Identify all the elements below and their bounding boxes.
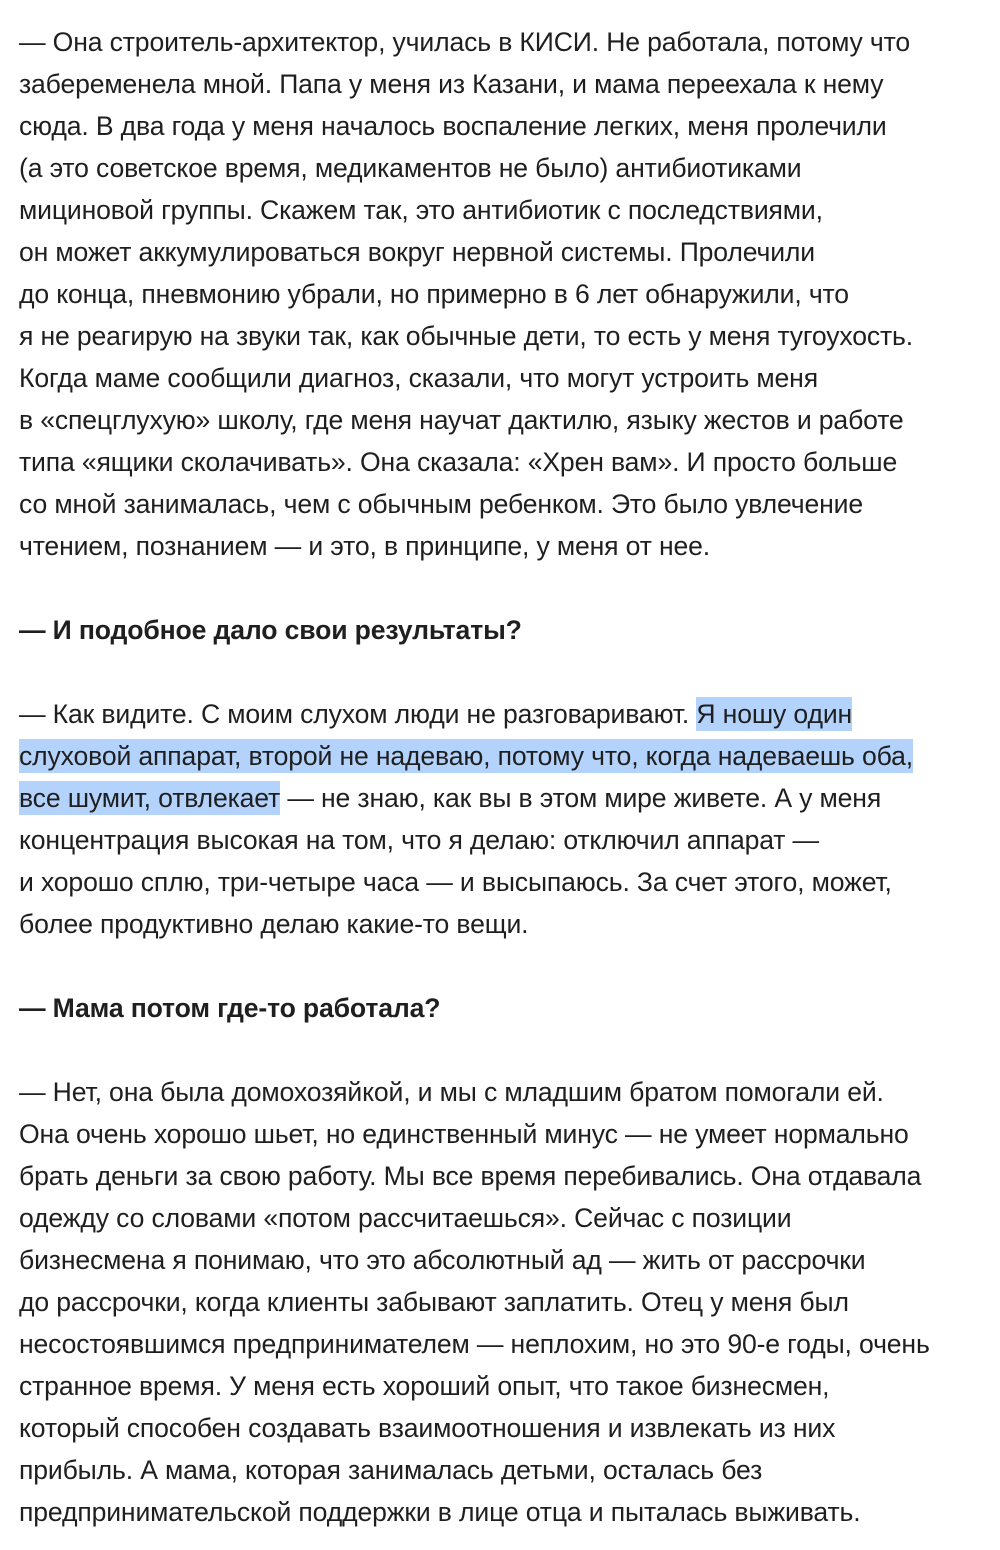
article-body	[19, 21, 994, 1533]
text-line: странное время. У меня есть хороший опыт, что такое бизнесмен,	[19, 1371, 830, 1401]
text-line: типа «ящики сколачивать». Она сказала: «Хрен вам». И просто больше	[19, 447, 898, 477]
text-line: до рассрочки, когда клиенты забывают заплатить. Отец у меня был	[19, 1287, 849, 1317]
question-text: — Мама потом где-то работала?	[19, 993, 441, 1023]
text-line: Когда маме сообщили диагноз, сказали, что могут устроить меня	[19, 363, 818, 393]
plain-text: — Как видите. С моим слухом люди не разговаривают.	[19, 699, 697, 729]
text-line: забеременела мной. Папа у меня из Казани, и мама переехала к нему	[19, 69, 884, 99]
text-line: брать деньги за свою работу. Мы все время перебивались. Она отдавала	[19, 1161, 922, 1191]
text-line: мициновой группы. Скажем так, это антибиотик с последствиями,	[19, 195, 823, 225]
text-line: сюда. В два года у меня началось воспаление легких, меня пролечили	[19, 111, 887, 141]
text-line: более продуктивно делаю какие-то вещи.	[19, 909, 529, 939]
text-line: чтением, познанием — и это, в принципе, у меня от нее.	[19, 531, 711, 561]
text-line: (а это советское время, медикаментов не было) антибиотиками	[19, 153, 802, 183]
text-line: и хорошо сплю, три-четыре часа — и высыпаюсь. За счет этого, может,	[19, 867, 892, 897]
text-line: одежду со словами «потом рассчитаешься». Сейчас с позиции	[19, 1203, 792, 1233]
text-line: — Нет, она была домохозяйкой, и мы с младшим братом помогали ей.	[19, 1077, 884, 1107]
selected-text[interactable]: все шумит, отвлекает	[19, 783, 281, 813]
text-line	[19, 777, 994, 819]
text-line: до конца, пневмонию убрали, но примерно в 6 лет обнаружили, что	[19, 279, 849, 309]
text-line: несостоявшимся предпринимателем — неплохим, но это 90-е годы, очень	[19, 1329, 930, 1359]
text-line: я не реагирую на звуки так, как обычные дети, то есть у меня тугоухость.	[19, 321, 913, 351]
text-line: Она очень хорошо шьет, но единственный минус — не умеет нормально	[19, 1119, 909, 1149]
answer-paragraph-3	[19, 1071, 994, 1533]
text-line: он может аккумулироваться вокруг нервной системы. Пролечили	[19, 237, 815, 267]
text-line: прибыль. А мама, которая занималась детьми, осталась без	[19, 1455, 763, 1485]
plain-text: — не знаю, как вы в этом мире живете. А у меня	[280, 783, 882, 813]
text-line	[19, 735, 994, 777]
interview-question-2	[19, 987, 994, 1029]
question-text: — И подобное дало свои результаты?	[19, 615, 522, 645]
interview-question-1	[19, 609, 994, 651]
answer-paragraph-1	[19, 21, 994, 567]
text-line: — Она строитель-архитектор, училась в КИСИ. Не работала, потому что	[19, 27, 910, 57]
text-line: предпринимательской поддержки в лице отца и пыталась выживать.	[19, 1497, 861, 1527]
text-line: который способен создавать взаимоотношения и извлекать из них	[19, 1413, 836, 1443]
text-line: со мной занималась, чем с обычным ребенком. Это было увлечение	[19, 489, 863, 519]
answer-paragraph-2[interactable]	[19, 693, 994, 945]
text-line: в «спецглухую» школу, где меня научат дактилю, языку жестов и работе	[19, 405, 904, 435]
selected-text[interactable]: слуховой аппарат, второй не надеваю, потому что, когда надеваешь оба,	[19, 741, 913, 771]
selected-text[interactable]: Я ношу один	[696, 699, 853, 729]
text-line: концентрация высокая на том, что я делаю: отключил аппарат —	[19, 825, 819, 855]
text-line	[19, 693, 994, 735]
text-line: бизнесмена я понимаю, что это абсолютный ад — жить от рассрочки	[19, 1245, 866, 1275]
